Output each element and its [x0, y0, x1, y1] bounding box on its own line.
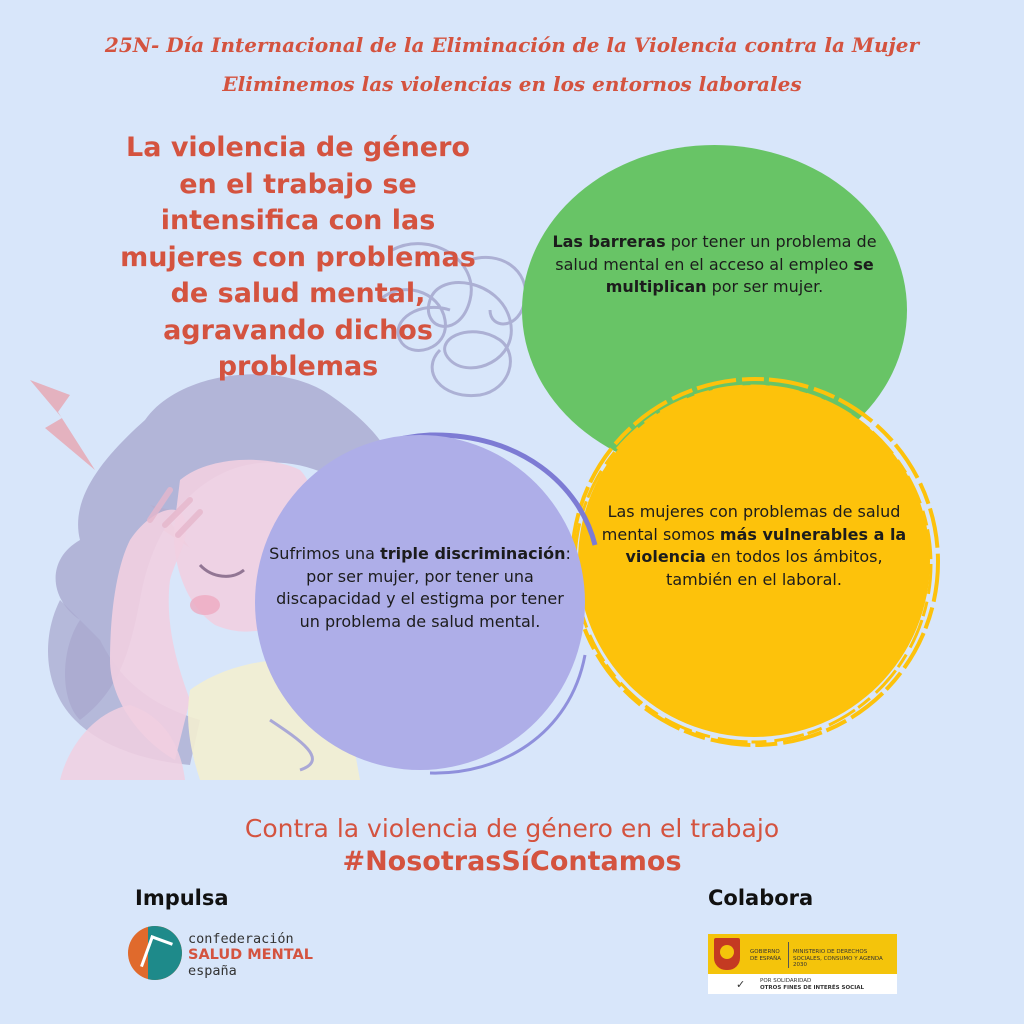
lightning-bolt-icon: [30, 380, 95, 470]
headline-line: agravando dichos: [163, 314, 433, 346]
purple-circle-discrimination: [255, 435, 585, 770]
headline-line: en el trabajo se: [179, 168, 417, 200]
gobierno-espana-logo: [708, 934, 897, 994]
headline-line: problemas: [217, 351, 379, 382]
headline-line: La violencia de género: [126, 132, 470, 163]
logo-emblem-icon: [128, 926, 182, 980]
yellow-scribble-ring: [565, 372, 945, 752]
hashtag: #NosotrasSíContamos: [342, 846, 682, 877]
ministry-text: MINISTERIO DE DERECHOS SOCIALES, CONSUMO Y AGENDA 2030: [793, 949, 883, 968]
text-segment: en todos los ámbitos, también en el laboral.: [666, 547, 883, 589]
logo-text-line: SALUD MENTAL: [188, 947, 313, 963]
text-segment: por ser mujer.: [706, 277, 824, 296]
event-subtitle: Eliminemos las violencias en los entornos laborales: [222, 72, 802, 96]
logo-text-line: españa: [188, 963, 237, 979]
text-segment: Las mujeres con problemas de salud mental somos: [601, 502, 901, 544]
text-segment: por tener un problema de salud mental en el acceso al empleo: [555, 232, 877, 274]
main-headline: [92, 130, 504, 386]
footer-slogan: Contra la violencia de género en el trabajo: [244, 814, 780, 843]
bold-phrase: se multiplican: [605, 254, 874, 296]
bold-phrase: más vulnerables a la violencia: [625, 524, 907, 566]
purple-circle-text: [265, 543, 575, 633]
logo-text-line: confederación: [188, 931, 294, 947]
event-title: 25N- Día Internacional de la Eliminación de la Violencia contra la Mujer: [104, 33, 920, 57]
headline-line: de salud mental,: [170, 278, 426, 309]
green-circle-text: [552, 231, 877, 299]
headline-line: mujeres con problemas: [120, 241, 476, 273]
solidarity-text: POR SOLIDARIDAD: [760, 978, 812, 984]
gov-text: GOBIERNO DE ESPAÑA: [750, 949, 782, 962]
bold-phrase: triple discriminación: [380, 544, 566, 563]
bold-phrase: Las barreras: [552, 232, 666, 251]
checkmark-icon: ✓: [736, 978, 746, 991]
coat-of-arms-icon: [714, 938, 740, 970]
solidarity-text: OTROS FINES DE INTERÉS SOCIAL: [760, 985, 864, 991]
impulsa-label: Impulsa: [135, 886, 229, 910]
headline-line: intensifica con las: [160, 205, 436, 236]
text-segment: Sufrimos una: [269, 544, 381, 563]
text-segment: : por ser mujer, por tener una discapacidad y el estigma por tener un problema de salud mental.: [276, 544, 571, 631]
confederacion-salud-mental-logo: [128, 926, 328, 984]
colabora-label: Colabora: [708, 886, 814, 910]
